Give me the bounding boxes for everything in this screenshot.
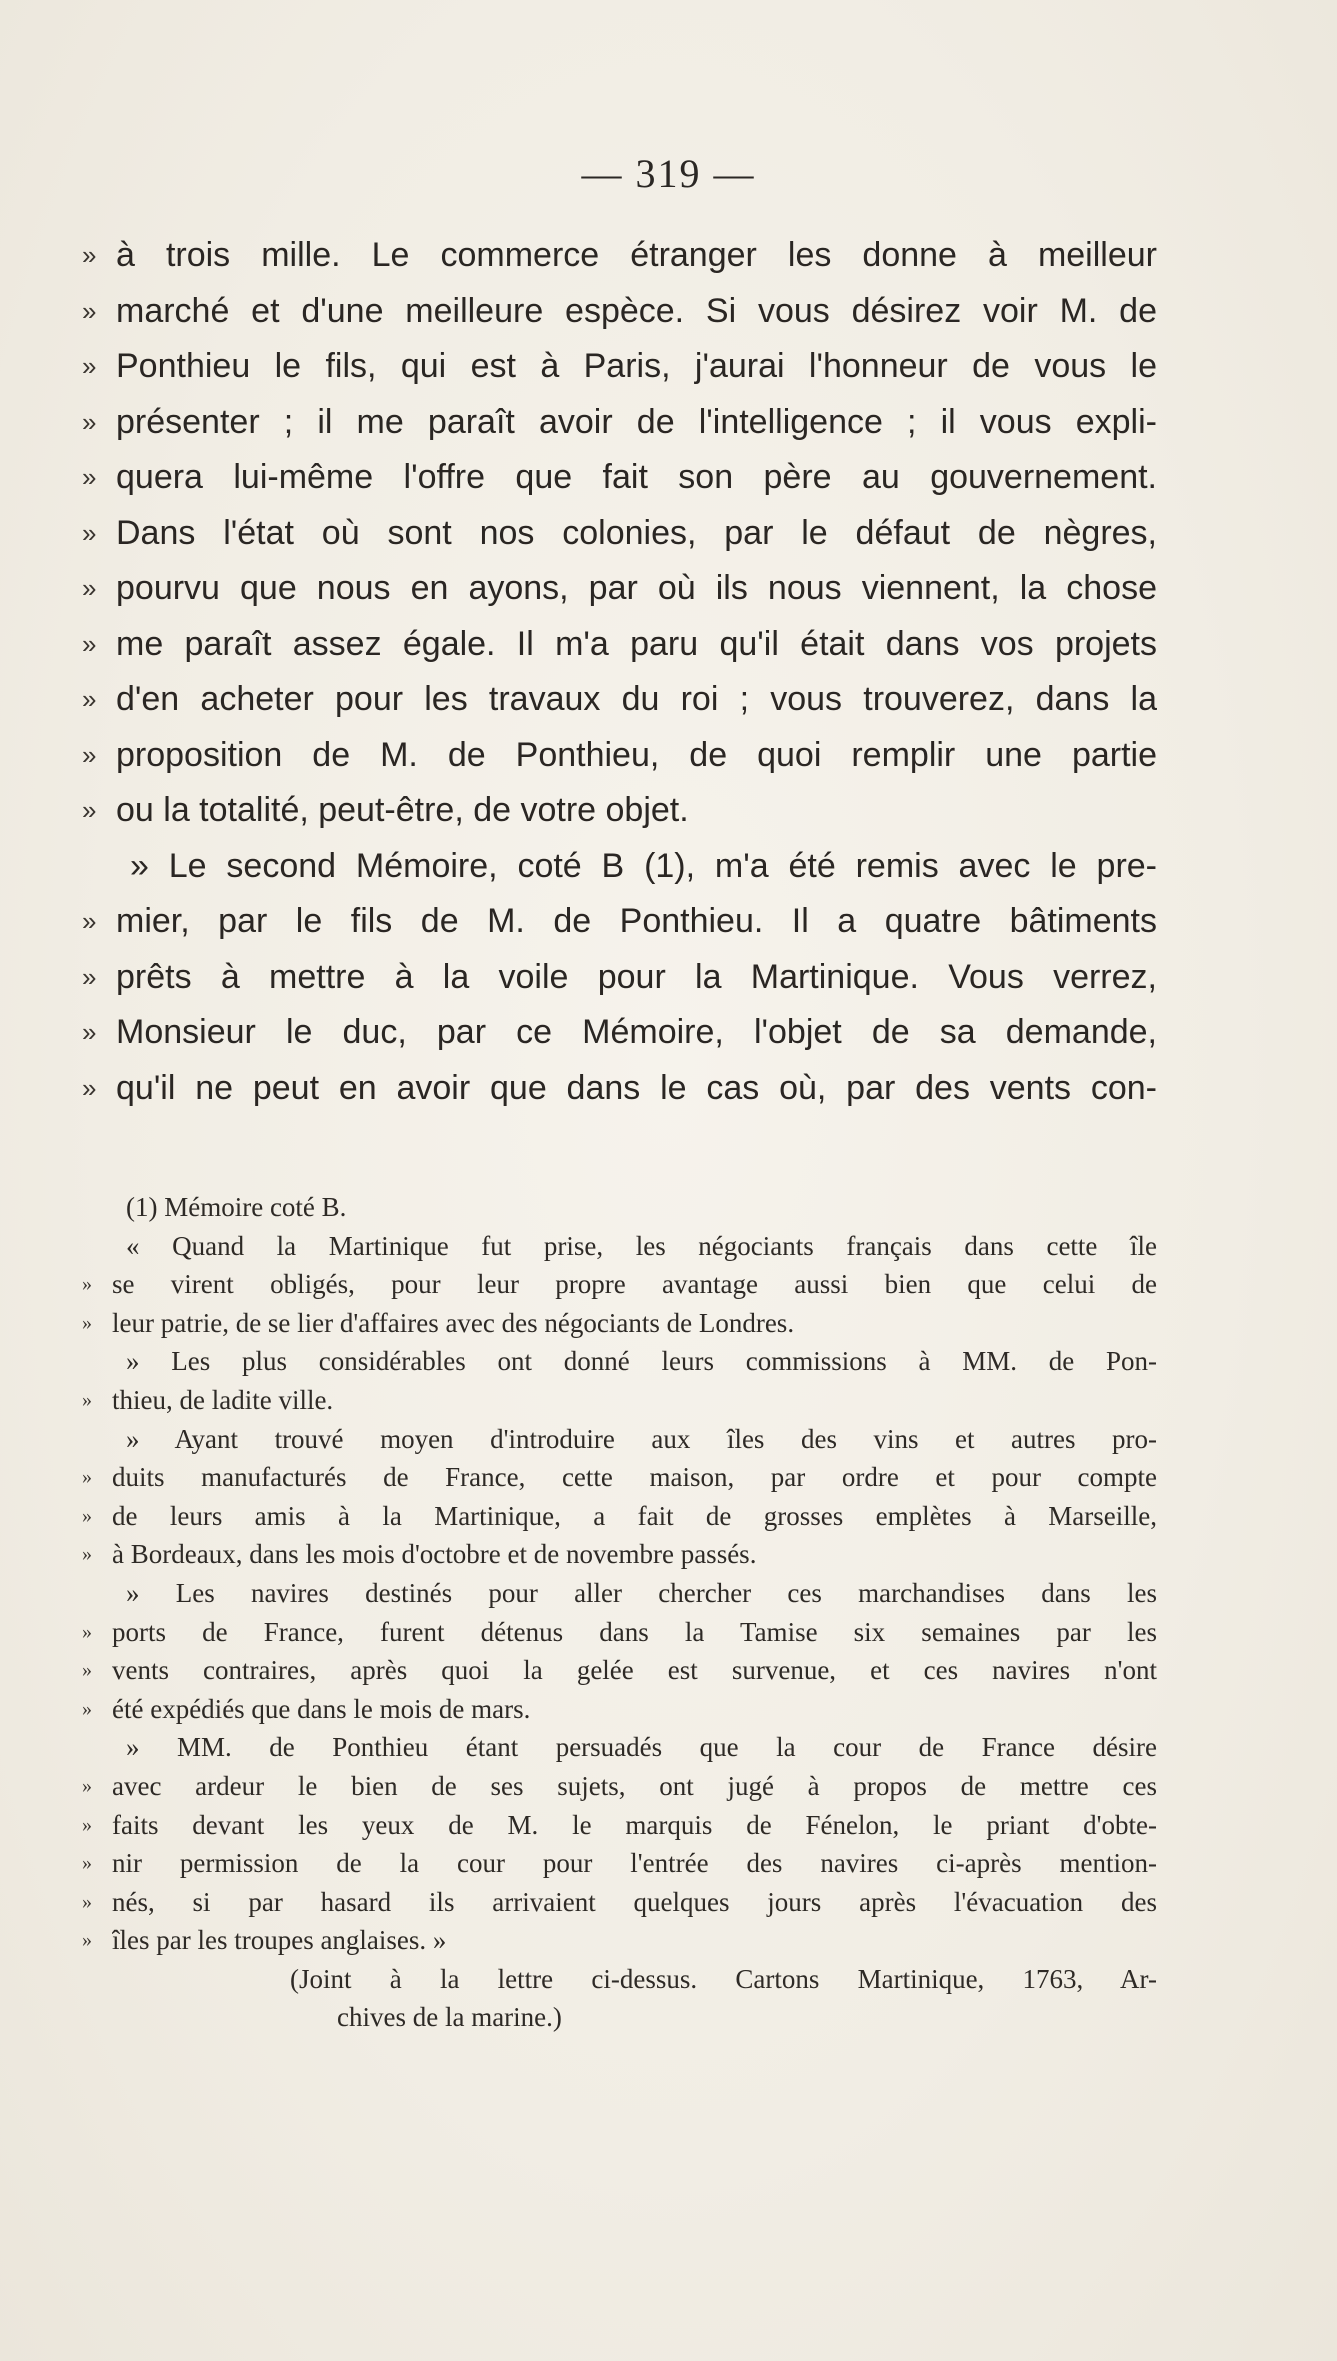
footnote-text: » Les navires destinés pour aller chercher ces marchandises dans les: [126, 1577, 1157, 1608]
quote-mark: »: [82, 1659, 92, 1682]
quote-mark: [82, 1998, 112, 2037]
quote-mark: »: [82, 906, 97, 936]
quote-mark: »: [82, 1929, 92, 1952]
line-text: prêts à mettre à la voile pour la Martinique. Vous verrez,: [116, 957, 1157, 996]
footnote-line: [82, 1227, 1157, 1266]
quote-mark: »: [82, 1466, 92, 1489]
footnote-line: [82, 1535, 1157, 1574]
line-text: pourvu que nous en ayons, par où ils nous viennent, la chose: [116, 569, 1157, 607]
footnote-line: [82, 1265, 1157, 1304]
quote-mark: »: [82, 573, 97, 603]
footnote-text: nés, si par hasard ils arrivaient quelques jours après l'évacuation des: [112, 1886, 1157, 1917]
text-line: [82, 1061, 1157, 1117]
footnote-text: vents contraires, après quoi la gelée est survenue, et ces navires n'ont: [112, 1655, 1157, 1686]
footnote-text: (Joint à la lettre ci-dessus. Cartons Martinique, 1763, Ar-: [290, 1963, 1157, 1994]
footnote-line: [82, 1574, 1157, 1613]
quote-mark: »: [82, 351, 97, 381]
quote-mark: [82, 1960, 112, 1999]
footnote-text: îles par les troupes anglaises. »: [112, 1925, 447, 1956]
line-text: Monsieur le duc, par ce Mémoire, l'objet de sa demande,: [116, 1013, 1157, 1051]
footnote-line: [82, 1806, 1157, 1845]
text-line: [82, 728, 1157, 784]
footnote-text: se virent obligés, pour leur propre avantage aussi bien que celui de: [112, 1269, 1157, 1300]
quote-mark: [82, 1188, 112, 1227]
text-line: [82, 284, 1157, 340]
text-line: [82, 395, 1157, 451]
footnote-line: [82, 1767, 1157, 1806]
main-text-block: [82, 228, 1157, 1116]
line-text: marché et d'une meilleure espèce. Si vous désirez voir M. de: [116, 291, 1157, 330]
line-text: me paraît assez égale. Il m'a paru qu'il était dans vos projets: [116, 624, 1157, 663]
quote-mark: »: [82, 1311, 92, 1334]
quote-mark: »: [82, 1273, 92, 1296]
footnote-text: nir permission de la cour pour l'entrée des navires ci-après mention-: [112, 1848, 1157, 1879]
footnote-text: duits manufacturés de France, cette maison, par ordre et pour compte: [112, 1462, 1157, 1493]
footnote-text: » MM. de Ponthieu étant persuadés que la cour de France désire: [126, 1732, 1157, 1763]
text-line: [82, 894, 1157, 950]
text-line: [82, 339, 1157, 395]
quote-mark: »: [82, 628, 97, 659]
line-text: mier, par le fils de M. de Ponthieu. Il a quatre bâtiments: [116, 902, 1157, 940]
quote-mark: [82, 1574, 112, 1613]
footnote-line: [82, 1921, 1157, 1960]
quote-mark: »: [82, 961, 97, 992]
footnote-line: [82, 1381, 1157, 1420]
footnote-source-line: [82, 1960, 1157, 1999]
line-text: » Le second Mémoire, coté B (1), m'a été remis avec le pre-: [130, 846, 1157, 885]
quote-mark: »: [82, 1072, 97, 1103]
footnote-text: (1) Mémoire coté B.: [126, 1192, 347, 1222]
quote-mark: »: [82, 1388, 92, 1411]
text-line: [82, 672, 1157, 728]
text-line: [82, 228, 1157, 284]
text-line: [82, 506, 1157, 562]
line-text: quera lui-même l'offre que fait son père au gouvernement.: [116, 458, 1157, 496]
footnote-text: leur patrie, de se lier d'affaires avec des négociants de Londres.: [112, 1307, 795, 1338]
footnote-source-line: [82, 1998, 1157, 2037]
quote-mark: »: [82, 684, 97, 714]
footnote-text: thieu, de ladite ville.: [112, 1384, 334, 1415]
footnote-line: [82, 1728, 1157, 1767]
footnote-text: chives de la marine.): [337, 2002, 562, 2033]
quote-mark: »: [82, 1852, 92, 1875]
quote-mark: »: [82, 517, 97, 548]
line-text: proposition de M. de Ponthieu, de quoi remplir une partie: [116, 735, 1157, 774]
quote-mark: [82, 1342, 112, 1381]
footnote-line: [82, 1651, 1157, 1690]
text-line: [82, 839, 1157, 895]
quote-mark: »: [82, 1017, 97, 1047]
footnote-text: » Les plus considérables ont donné leurs commissions à MM. de Pon-: [126, 1346, 1157, 1377]
line-text: d'en acheter pour les travaux du roi ; vous trouverez, dans la: [116, 680, 1157, 718]
quote-mark: »: [82, 739, 97, 770]
footnote-block: [82, 1188, 1157, 2037]
footnote-text: « Quand la Martinique fut prise, les négociants français dans cette île: [126, 1230, 1157, 1261]
text-line: [82, 783, 1157, 839]
footnote-text: ports de France, furent détenus dans la Tamise six semaines par les: [112, 1616, 1157, 1647]
footnote-line: [82, 1420, 1157, 1459]
line-text: présenter ; il me paraît avoir de l'intelligence ; il vous expli-: [116, 402, 1157, 441]
footnote-text: de leurs amis à la Martinique, a fait de grosses emplètes à Marseille,: [112, 1500, 1157, 1531]
line-text: ou la totalité, peut-être, de votre objet.: [116, 791, 689, 829]
quote-mark: [82, 1420, 112, 1459]
quote-mark: »: [82, 240, 97, 270]
line-text: à trois mille. Le commerce étranger les donne à meilleur: [116, 236, 1157, 274]
footnote-line: [82, 1304, 1157, 1343]
footnote-heading: [82, 1188, 1157, 1227]
quote-mark: [82, 839, 116, 895]
footnote-text: avec ardeur le bien de ses sujets, ont jugé à propos de mettre ces: [112, 1770, 1157, 1801]
footnote-line: [82, 1690, 1157, 1729]
quote-mark: »: [82, 795, 97, 825]
line-text: qu'il ne peut en avoir que dans le cas où, par des vents con-: [116, 1068, 1157, 1107]
quote-mark: »: [82, 1543, 92, 1566]
footnote-line: [82, 1883, 1157, 1922]
footnote-text: été expédiés que dans le mois de mars.: [112, 1693, 531, 1724]
quote-mark: »: [82, 1890, 92, 1913]
footnote-text: » Ayant trouvé moyen d'introduire aux îles des vins et autres pro-: [126, 1423, 1157, 1454]
footnote-line: [82, 1844, 1157, 1883]
line-text: Ponthieu le fils, qui est à Paris, j'aurai l'honneur de vous le: [116, 347, 1157, 385]
footnote-line: [82, 1613, 1157, 1652]
text-line: [82, 950, 1157, 1006]
text-line: [82, 561, 1157, 617]
footnote-text: à Bordeaux, dans les mois d'octobre et de novembre passés.: [112, 1539, 757, 1570]
quote-mark: »: [82, 1620, 92, 1643]
footnote-line: [82, 1458, 1157, 1497]
quote-mark: »: [82, 1774, 92, 1797]
text-line: [82, 450, 1157, 506]
text-line: [82, 1005, 1157, 1061]
footnote-text: faits devant les yeux de M. le marquis de Fénelon, le priant d'obte-: [112, 1809, 1157, 1840]
quote-mark: »: [82, 1504, 92, 1527]
quote-mark: [82, 1728, 112, 1767]
footnote-line: [82, 1342, 1157, 1381]
text-line: [82, 617, 1157, 673]
line-text: Dans l'état où sont nos colonies, par le défaut de nègres,: [116, 513, 1157, 552]
quote-mark: [82, 1227, 112, 1266]
page-number: — 319 —: [581, 151, 756, 196]
quote-mark: »: [82, 1813, 92, 1836]
footnote-line: [82, 1497, 1157, 1536]
quote-mark: »: [82, 1697, 92, 1720]
quote-mark: »: [82, 462, 97, 492]
quote-mark: »: [82, 406, 97, 437]
quote-mark: »: [82, 295, 97, 326]
